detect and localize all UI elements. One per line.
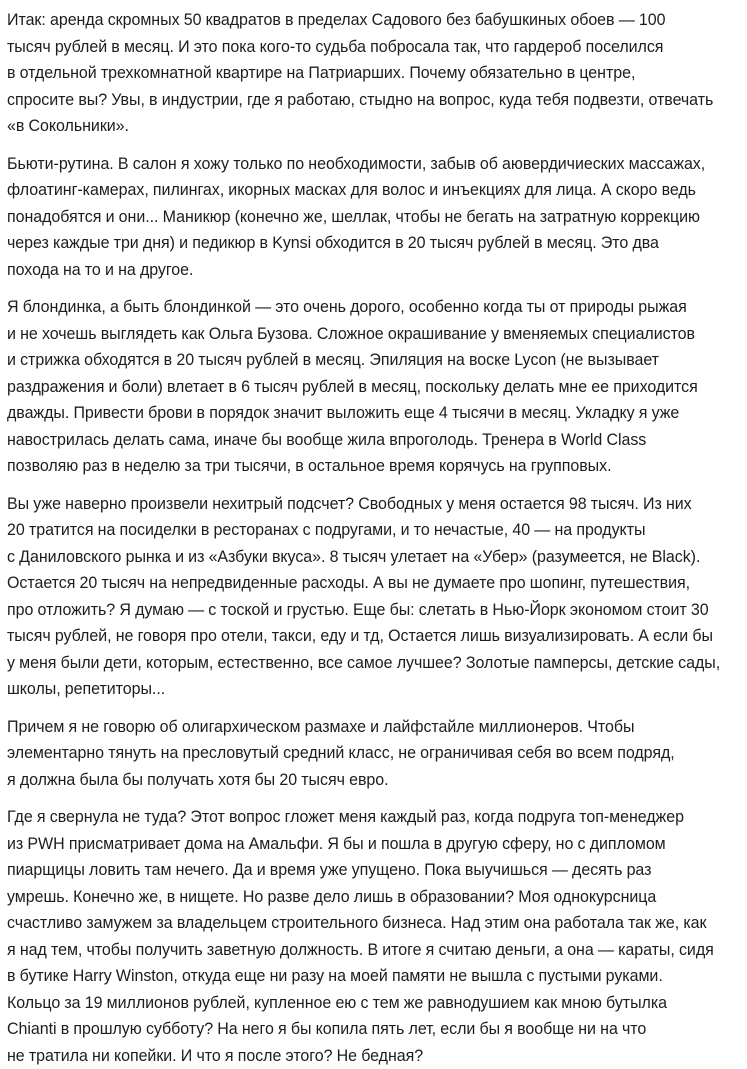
- paragraph-2: Бьюти-рутина. В салон я хожу только по необходимости, забыв об аювердичиеских массажах, флоатинг-камерах, пилингах, икорных масках для волос и инъекциях для лица. А скоро ведь понадобятся и они... Маникюр (конечно же, шеллак, чтобы не бегать на затратную коррекцию через каждые три дня) и педикюр в Kynsi обходится в 20 тысяч рублей в месяц. Это два похода на то и на другое.: [7, 153, 706, 279]
- paragraph-6: Где я свернула не туда? Этот вопрос гложет меня каждый раз, когда подруга топ-менеджер из PWH присматривает дома на Амальфи. Я бы и пошла в другую сферу, но с дипломом пиарщицы ловить там нечего. Да и время уже упущено. Пока выучишься — десять раз умрешь. Конечно же, в нищете. Но разве дело лишь в образовании? Моя однокурсница счастливо замужем за владельцем строительного бизнеса. Над этим она работала так же, как я над тем, чтобы получить заветную должность. В итоге я считаю деньги, а она — караты, сидя в бутике Harry Winston, откуда еще ни разу на моей памяти не вышла с пустыми руками. Кольцо за 19 миллионов рублей, купленное ею с тем же равнодушием как мною бутылка Chianti в прошлую субботу? На него я бы копила пять лет, если бы я вообще ни на что не тратила ни копейки. И что я после этого? Не бедная?: [7, 807, 714, 1065]
- paragraph-5: Причем я не говорю об олигархическом размахе и лайфстайле миллионеров. Чтобы элементарно тянуть на пресловутый средний класс, не ограничивая себя во всем подряд, я должна была бы получать хотя бы 20 тысяч евро.: [7, 716, 675, 789]
- paragraph-3: Я блондинка, а быть блондинкой — это очень дорого, особенно когда ты от природы рыжая и не хочешь выглядеть как Ольга Бузова. Сложное окрашивание у вменяемых специалистов и стрижка обходятся в 20 тысяч рублей в месяц. Эпиляция на воске Lycon (не вызывает раздражения и боли) влетает в 6 тысяч рублей в месяц, поскольку делать мне ее приходится дважды. Привести брови в порядок значит выложить еще 4 тысячи в месяц. Укладку я уже навострилась делать сама, иначе бы вообще жила впроголодь. Тренера в World Class позволяю раз в неделю за три тысячи, в остальное время корячусь на групповых.: [7, 297, 698, 475]
- paragraph-1: Итак: аренда скромных 50 квадратов в пределах Садового без бабушкиных обоев — 100 тысяч рублей в месяц. И это пока кого-то судьба побросала так, что гардероб поселился в отдельной трехкомнатной квартире на Патриарших. Почему обязательно в центре, спросите вы? Увы, в индустрии, где я работаю, стыдно на вопрос, куда тебя подвезти, отвечать «в Сокольники».: [7, 10, 714, 135]
- paragraph-4: Вы уже наверно произвели нехитрый подсчет? Свободных у меня остается 98 тысяч. Из них 20 тратится на посиделки в ресторанах с подругами, и то нечастые, 40 — на продукты с Даниловского рынка и из «Азбуки вкуса». 8 тысяч улетает на «Убер» (разумеется, не Black). Остается 20 тысяч на непредвиденные расходы. А вы не думаете про шопинг, путешествия, про отложить? Я думаю — с тоской и грустью. Еще бы: слетать в Нью-Йорк экономом стоит 30 тысяч рублей, не говоря про отели, такси, еду и тд, Остается лишь визуализировать. А если бы у меня были дети, которым, естественно, все самое лучшее? Золотые памперсы, детские сады, школы, репетиторы...: [7, 493, 721, 698]
